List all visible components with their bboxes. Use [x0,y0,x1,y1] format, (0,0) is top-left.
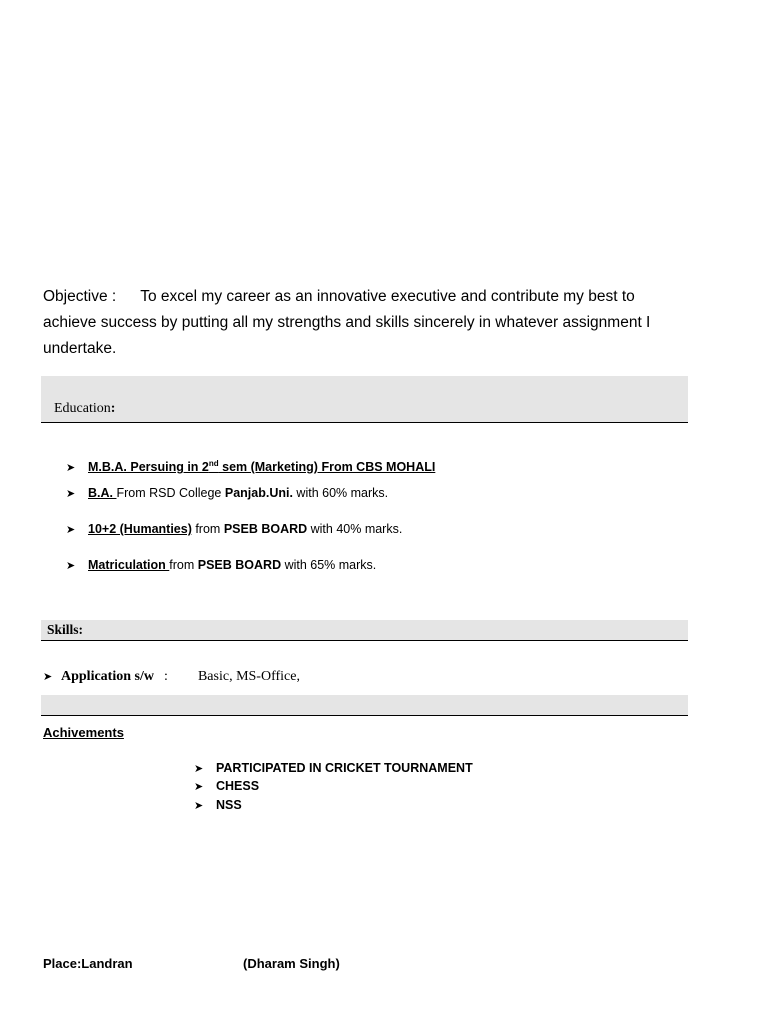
achievement-text: CHESS [216,779,260,793]
application-label: Application s/w [61,669,154,684]
education-item-matric [66,558,376,572]
ba-college: From RSD College [116,486,225,500]
mba-sup: nd [208,459,219,468]
education-item-ba [66,486,388,500]
arrow-bullet-icon: ➤ [194,800,204,812]
education-item-mba [66,459,435,474]
twelfth-board: PSEB BOARD [223,522,308,536]
application-value: Basic, MS-Office, [197,669,300,684]
skills-application-row [43,669,300,685]
ba-university: Panjab.Uni. [224,486,293,500]
arrow-bullet-icon: ➤ [66,560,76,572]
arrow-bullet-icon: ➤ [66,462,76,475]
arrow-bullet-icon: ➤ [66,524,76,536]
education-section-header [41,376,688,423]
application-separator: : [163,669,168,684]
matric-marks: with 65% marks. [281,558,377,572]
arrow-bullet-icon: ➤ [66,488,76,500]
achievement-item [194,798,242,812]
arrow-bullet-icon: ➤ [43,671,53,683]
objective-text: To excel my career as an innovative executive and contribute my best to achieve success by putting all my strengths and skills sincerely in whatever assignment I undertake. [43,288,651,357]
ba-marks: with 60% marks. [292,486,389,500]
achievement-text: NSS [216,798,242,812]
objective-label: Objective : [43,288,117,305]
twelfth-from: from [191,522,224,536]
mba-rest: sem (Marketing) From CBS MOHALI [218,460,436,475]
education-item-12th [66,522,402,536]
achievements-heading: Achivements [43,725,124,740]
achievement-item [194,761,473,775]
achievement-text: PARTICIPATED IN CRICKET TOURNAMENT [216,761,473,775]
education-heading-colon: : [110,401,116,416]
arrow-bullet-icon: ➤ [194,781,204,793]
matric-degree: Matriculation [88,558,170,572]
skills-section-header [41,620,688,641]
education-heading-text: Education [54,401,111,416]
blank-section-band [41,695,688,716]
footer-signature-name: (Dharam Singh) [243,956,340,971]
matric-board: PSEB BOARD [197,558,282,572]
matric-from: from [169,558,198,572]
mba-text [88,460,435,474]
achievement-item [194,779,259,793]
skills-heading: Skills: [47,622,84,637]
footer-place: Place:Landran [43,956,133,971]
twelfth-marks: with 40% marks. [307,522,403,536]
mba-degree: M.B.A. Persuing in 2 [88,460,209,475]
ba-degree: B.A. [88,486,117,500]
arrow-bullet-icon: ➤ [194,763,204,775]
education-heading [54,401,115,417]
objective-paragraph [43,284,683,362]
twelfth-degree: 10+2 (Humanties) [88,522,192,536]
